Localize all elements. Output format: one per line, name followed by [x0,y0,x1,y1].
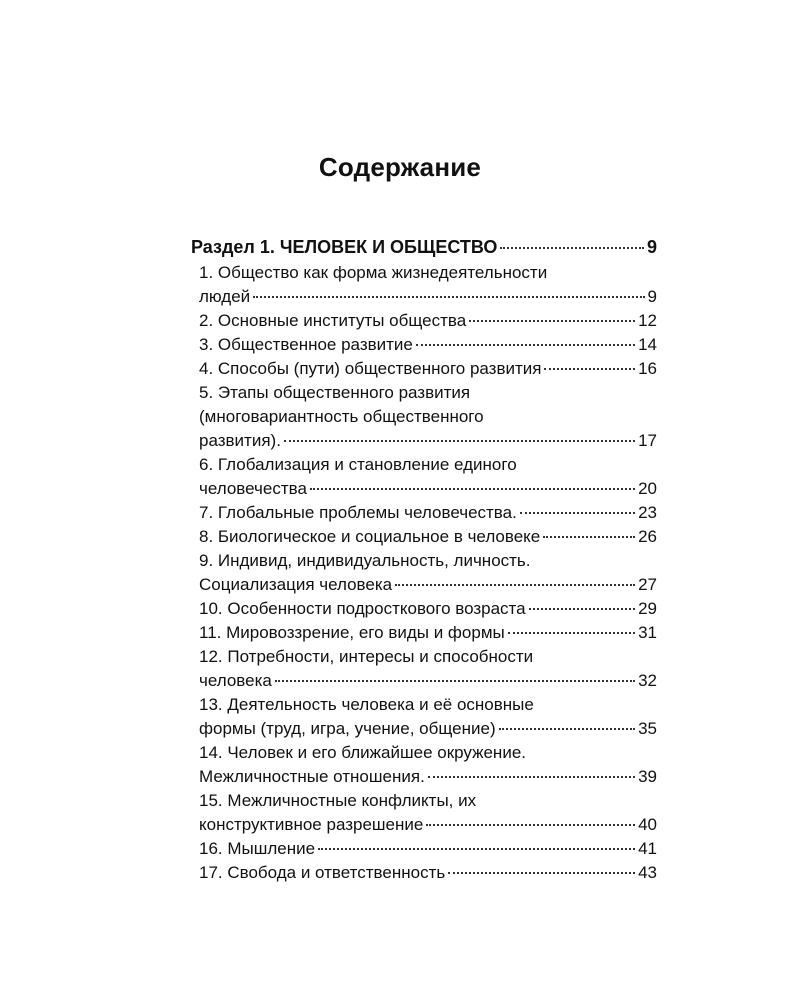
toc-entry-line [199,285,657,309]
toc-entry-text: 13. Деятельность человека и её основные [199,695,534,714]
toc-entry-text: 2. Основные институты общества [199,311,467,330]
toc-page-number: 14 [638,335,657,354]
toc-entry [199,837,657,861]
dot-leader [520,512,635,514]
toc-entry-line [199,357,657,381]
toc-entry-text: 1. Общество как форма жизнедеятельности [199,263,548,282]
toc-entry [199,789,657,837]
toc-entry-text: 9. Индивид, индивидуальность, личность. [199,551,531,570]
toc-entry-line [199,669,657,693]
toc-entry-text: человечества [199,479,307,498]
dot-leader [499,728,635,730]
toc-entry [199,261,657,309]
toc-entry-text: 14. Человек и его ближайшее окружение. [199,743,526,762]
toc-page-number: 26 [638,527,657,546]
toc-entry [199,381,657,453]
dot-leader [275,680,635,682]
toc-entry-line [199,333,657,357]
toc-entry [199,861,657,885]
toc-entry-text: 10. Особенности подросткового возраста [199,599,526,618]
toc-entry [199,621,657,645]
toc-entry-text: 16. Мышление [199,839,316,858]
toc-entry [199,597,657,621]
toc-page-number: 43 [638,863,657,882]
dot-leader [543,536,635,538]
dot-leader [508,632,635,634]
toc-page-number: 40 [638,815,657,834]
toc-entry [199,693,657,741]
toc-entry-text: Межличностные отношения. [199,767,425,786]
toc-entry [199,525,657,549]
toc-entry-text: 5. Этапы общественного развития [199,383,471,402]
dot-leader [428,776,635,778]
toc-entry-line [199,501,657,525]
toc-entry-text: 3. Общественное развитие [199,335,413,354]
toc-entry-text: Социализация человека [199,575,393,594]
dot-leader [529,608,635,610]
toc-entry-line [199,861,657,885]
dot-leader [318,848,635,850]
dot-leader [469,320,635,322]
toc-entry-text: формы (труд, игра, учение, общение) [199,719,496,738]
toc-entry-line [199,765,657,789]
toc-entry-line [199,525,657,549]
dot-leader [416,344,635,346]
toc-entry-line [199,717,657,741]
dot-leader [253,296,644,298]
dot-leader [500,247,644,249]
toc-page-number: 41 [638,839,657,858]
toc-page-number: 16 [638,359,657,378]
toc-entry-line [199,837,657,861]
toc-entry-line [199,429,657,453]
toc-entry [199,453,657,501]
section-page-number: 9 [646,237,657,257]
toc-entry-text: 6. Глобализация и становление единого [199,455,517,474]
toc-entry-text: 17. Свобода и ответственность [199,863,446,882]
toc-page-number: 29 [638,599,657,618]
toc-entry-text: 4. Способы (пути) общественного развития [199,359,542,378]
toc-page-number: 35 [638,719,657,738]
toc-entry [199,309,657,333]
dot-leader [284,440,635,442]
toc-page-number: 23 [638,503,657,522]
dot-leader [310,488,635,490]
toc-entry-text: человека [199,671,272,690]
toc-entry [199,741,657,789]
toc-entry-line [199,621,657,645]
toc-entry-text: 15. Межличностные конфликты, их [199,791,477,810]
toc-entry-line [199,573,657,597]
toc-entry-text: людей [199,287,251,306]
toc-page-number: 32 [638,671,657,690]
toc-entry [199,357,657,381]
toc-page-number: 17 [638,431,657,450]
toc-entry-text: 7. Глобальные проблемы человечества. [199,503,517,522]
dot-leader [544,368,635,370]
toc-page-number: 39 [638,767,657,786]
toc-entry-text: конструктивное разрешение [199,815,424,834]
toc-entry [199,645,657,693]
toc-entry-line [199,597,657,621]
toc-entry-text: развития). [199,431,281,450]
toc-entry-line [199,309,657,333]
toc-entry-line [199,813,657,837]
section-label: Раздел 1. ЧЕЛОВЕК И ОБЩЕСТВО [191,237,498,257]
toc-entries [199,261,657,885]
toc-entry-text: 8. Биологическое и социальное в человеке [199,527,541,546]
toc-entry [199,501,657,525]
page-title: Содержание [318,152,482,182]
toc-entry [199,333,657,357]
toc-entry-text: (многовариантность общественного [199,407,484,426]
toc-section-heading [191,235,657,261]
dot-leader [395,584,635,586]
toc-page-number: 12 [638,311,657,330]
toc-entry [199,549,657,597]
toc-entry-text: 11. Мировоззрение, его виды и формы [199,623,505,642]
toc-entry-text: 12. Потребности, интересы и способности [199,647,534,666]
toc-entry-line [199,477,657,501]
dot-leader [426,824,635,826]
toc-page-number: 27 [638,575,657,594]
toc-page-number: 31 [638,623,657,642]
table-of-contents [191,235,657,885]
toc-page-number: 9 [647,287,657,306]
dot-leader [448,872,635,874]
toc-page-number: 20 [638,479,657,498]
